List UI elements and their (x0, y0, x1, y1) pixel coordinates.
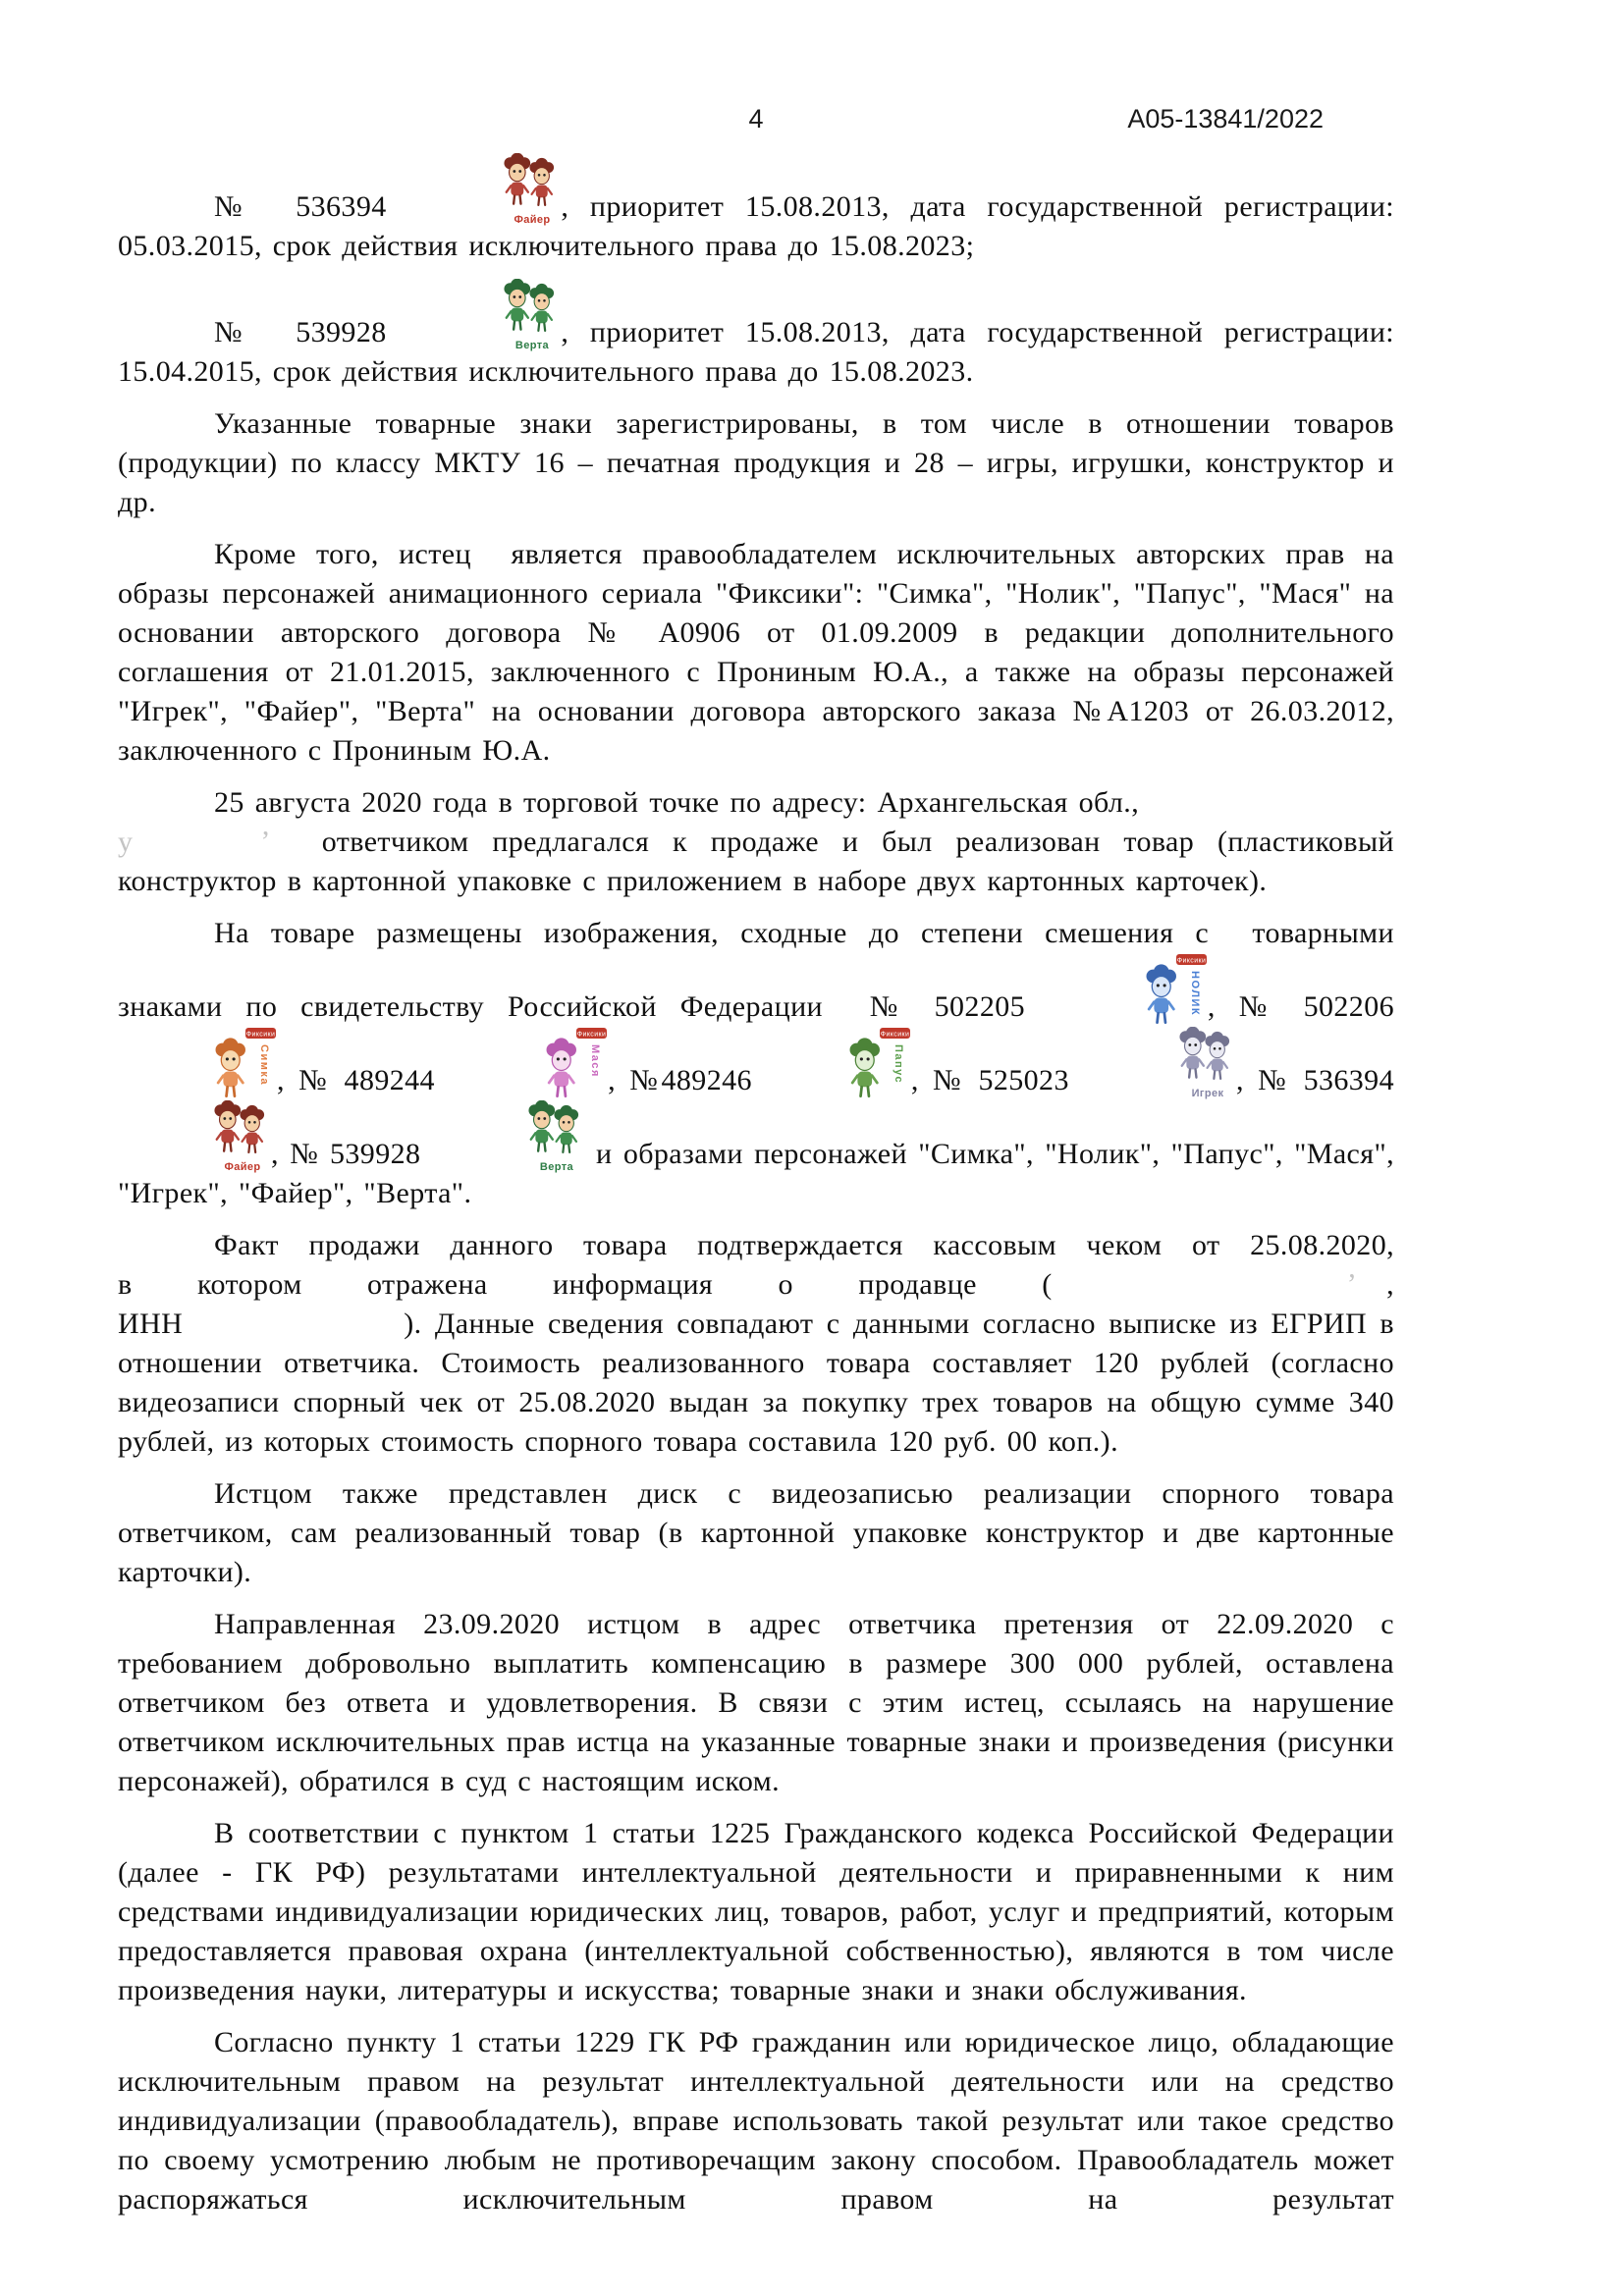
redacted-remnant: ʼ (1346, 1268, 1358, 1301)
svg-text:Фиксики: Фиксики (576, 1031, 607, 1039)
trademark-masya-icon (449, 1027, 608, 1099)
redaction-gap (1357, 1292, 1386, 1294)
redaction-gap (271, 849, 322, 851)
paragraph-text: Кроме того, истец является правообладателем исключительных авторских прав на образы персонажей анимационного сериала "Фиксики": "Симка", "Нолик", "Папус", "Мася" на основании авторского договора № А0906 от 01.09.2009 в редакции дополнительного соглашения от 21.01.2015, заключенного с Прониным Ю.А., а также на образы персонажей "Игрек", "Файер", "Верта" на основании договора авторского заказа №А1203 от 26.03.2012, заключенного с Прониным Ю.А. (118, 538, 1394, 767)
paragraph-text: , № 525023 (910, 1064, 1084, 1096)
paragraph-purchase (118, 783, 1394, 901)
svg-text:Верта: Верта (515, 340, 550, 351)
paragraph-text: ИНН (118, 1308, 184, 1340)
trademark-simka-icon (118, 1027, 277, 1099)
paragraph-claim-letter (118, 1605, 1394, 1801)
case-number: А05-13841/2022 (1127, 104, 1324, 133)
paragraph-evidence-disk (118, 1474, 1394, 1592)
redacted-remnant: ʼ (260, 826, 271, 858)
paragraph-trademark-images (118, 914, 1394, 1213)
paragraph-text: ответчиком предлагался к продаже и был реализован товар (пластиковый конструктор в картонной упаковке с приложением в наборе двух картонных карточек). (118, 826, 1394, 897)
paragraph-text: Указанные товарные знаки зарегистрированы, в том числе в отношении товаров (продукции) по классу МКТУ 16 – печатная продукция и 28 – игры, игрушки, конструктор и др. (118, 407, 1394, 518)
svg-text:НОЛИК: НОЛИК (1188, 971, 1201, 1017)
trademark-verta-icon (407, 279, 561, 351)
paragraph-text: , № 489244 (277, 1064, 450, 1096)
svg-text:Фиксики: Фиксики (1176, 957, 1207, 965)
redaction-gap (183, 1331, 404, 1333)
paragraph-text: В соответствии с пунктом 1 статьи 1225 Гражданского кодекса Российской Федерации (далее - ГК РФ) результатами интеллектуальной деятельности и приравненными к ним средствами индивидуализации юридических лиц, товаров, работ, услуг и предприятий, которым предоставляется правовая охрана (интеллектуальной собственностью), являются в том числе произведения науки, литературы и искусства; товарные знаки и знаки обслуживания. (118, 1817, 1394, 2006)
document-body (118, 153, 1394, 2219)
trademark-fayer-icon (118, 1100, 271, 1173)
redaction-gap (133, 849, 260, 851)
paragraph-trademark-539928 (118, 279, 1394, 392)
svg-text:Папус: Папус (892, 1044, 904, 1085)
paragraph-trademark-classes (118, 404, 1394, 522)
paragraph-text: На товаре размещены изображения, сходные до степени смешения с товарными знаками по свидетельству Российской Федерации № 502205 (118, 917, 1394, 1023)
paragraph-line (118, 1226, 1394, 1265)
paragraph-line (118, 1265, 1394, 1305)
page-number: 4 (748, 104, 764, 133)
paragraph-text: № 536394 (214, 190, 408, 223)
paragraph-text: и образами персонажей "Симка", "Нолик", "Папус", "Мася", "Игрек", "Файер", "Верта". (118, 1138, 1394, 1209)
paragraph-sale-fact (118, 1226, 1394, 1462)
paragraph-text: , № 539928 (271, 1138, 432, 1170)
paragraph-text: 25 августа 2020 года в торговой точке по адресу: Архангельская обл., (214, 786, 1140, 819)
paragraph-text: , (1386, 1268, 1394, 1301)
trademark-fayer-icon (407, 153, 561, 226)
document-page (118, 104, 1394, 2232)
paragraph-law-1229 (118, 2023, 1394, 2219)
paragraph-text: Истцом также представлен диск с видеозаписью реализации спорного товара ответчиком, сам реализованный товар (в картонной упаковке конструктор и две картонные карточки). (118, 1477, 1394, 1588)
svg-text:Фиксики: Фиксики (880, 1031, 910, 1039)
paragraph-law-1225 (118, 1814, 1394, 2010)
paragraph-text: ). Данные сведения совпадают с данными согласно выписке из ЕГРИП в отношении ответчика. Стоимость реализованного товара составляет 120 рублей (согласно видеозаписи спорный чек от 25.08.2020 выдан за покупку трех товаров на общую сумме 340 рублей, из которых стоимость спорного товара составила 120 руб. 00 коп.). (118, 1308, 1394, 1458)
svg-text:Файер: Файер (224, 1161, 261, 1173)
paragraph-text: , №489246 (608, 1064, 752, 1096)
trademark-papus-icon (752, 1027, 911, 1099)
paragraph-text: , № 502206 (1207, 990, 1394, 1023)
paragraph-author-rights (118, 535, 1394, 771)
paragraph-text: , приоритет 15.08.2013, дата государственной регистрации: 05.03.2015, срок действия исключительного права до 15.08.2023; (118, 190, 1395, 262)
paragraph-text: , № 536394 (1236, 1064, 1394, 1096)
paragraph-text: Согласно пункту 1 статьи 1229 ГК РФ гражданин или юридическое лицо, обладающие исключительным правом на результат интеллектуальной деятельности или на средство индивидуализации (правообладатель), вправе использовать такой результат или такое средство по своему усмотрению любым не противоречащим закону способом. Правообладатель может распоряжаться исключительным правом на результат (118, 2026, 1394, 2216)
paragraph-text: , приоритет 15.08.2013, дата государственной регистрации: 15.04.2015, срок действия исключительного права до 15.08.2023. (118, 316, 1395, 388)
svg-text:Верта: Верта (539, 1161, 573, 1173)
svg-text:Файер: Файер (514, 214, 551, 226)
paragraph-trademark-536394 (118, 153, 1394, 266)
trademark-verta-icon (432, 1100, 585, 1173)
svg-text:Игрек: Игрек (1191, 1088, 1224, 1099)
svg-text:Фиксики: Фиксики (245, 1031, 276, 1039)
page-header (118, 104, 1394, 145)
trademark-igrek-icon (1083, 1027, 1236, 1099)
redaction-gap (1053, 1292, 1347, 1294)
svg-text:Мася: Мася (589, 1044, 602, 1078)
paragraph-text: Факт продажи данного товара подтверждается кассовым чеком от 25.08.2020, (214, 1229, 1394, 1261)
paragraph-text: в котором отражена информация о продавце ( (118, 1268, 1053, 1301)
svg-text:Симка: Симка (258, 1044, 270, 1086)
paragraph-text: Направленная 23.09.2020 истцом в адрес ответчика претензия от 22.09.2020 с требованием добровольно выплатить компенсацию в размере 300 000 рублей, оставлена ответчиком без ответа и удовлетворения. В связи с этим истец, ссылаясь на нарушение ответчиком исключительных прав истца на указанные товарные знаки и произведения (рисунки персонажей), обратился в суд с настоящим иском. (118, 1608, 1394, 1797)
paragraph-text: № 539928 (214, 316, 408, 348)
trademark-nolik-icon (1049, 953, 1208, 1026)
paragraph-line (118, 783, 1394, 823)
redacted-remnant: у (118, 826, 134, 858)
